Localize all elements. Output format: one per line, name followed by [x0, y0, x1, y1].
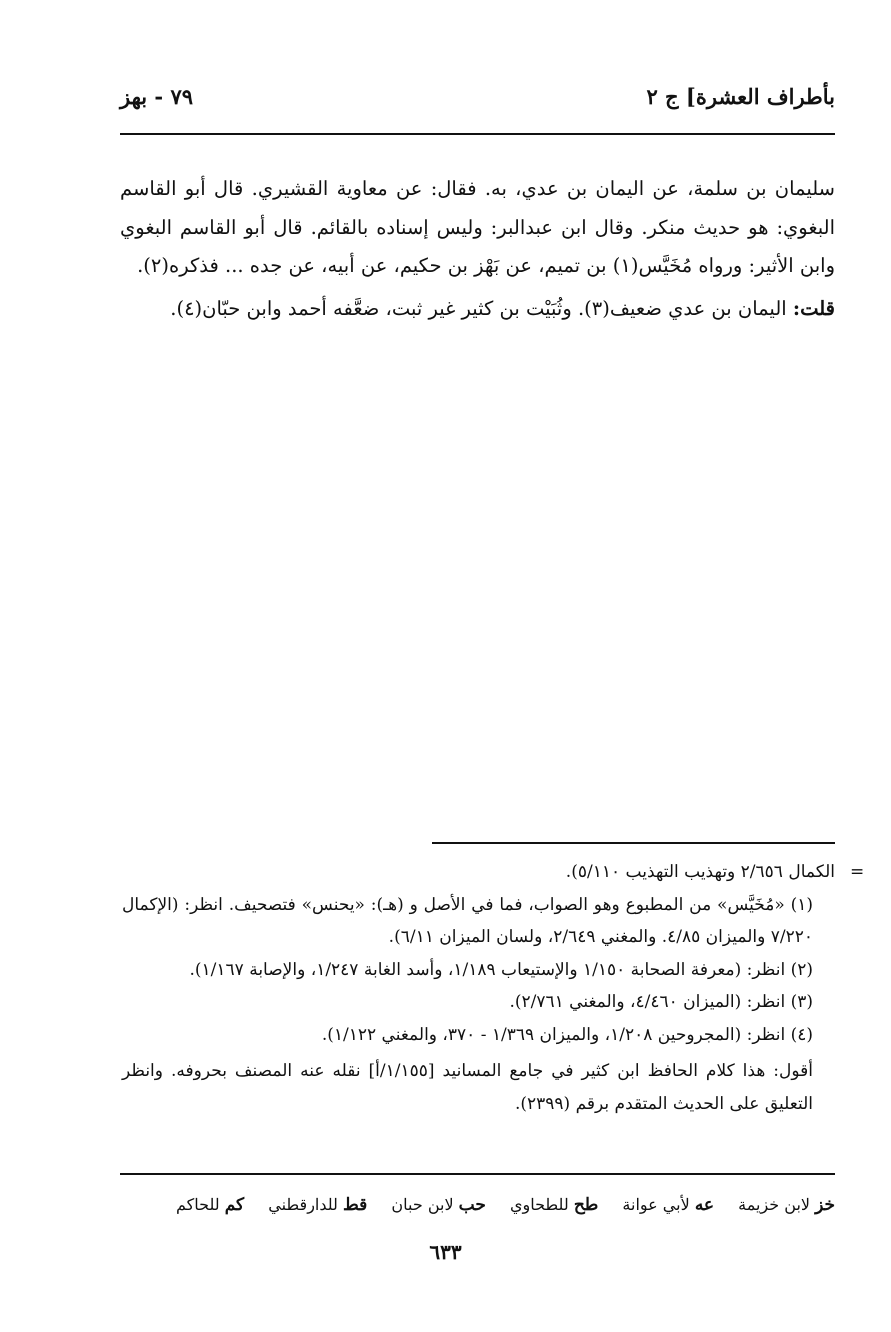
legend-item	[176, 1195, 244, 1214]
legend-label: للدارقطني	[268, 1195, 338, 1214]
header-title: بأطراف العشرة] ج ٢	[646, 84, 835, 109]
main-text	[120, 170, 835, 328]
legend-code: كم	[224, 1195, 245, 1215]
legend-label: للطحاوي	[509, 1195, 569, 1214]
continuation-mark: =	[850, 862, 865, 882]
legend-code: خز	[815, 1195, 835, 1215]
paragraph: سليمان بن سلمة، عن اليمان بن عدي، به. فقال: عن معاوية القشيري. قال أبو القاسم البغوي: هو حديث منكر. وقال ابن عبدالبر: وليس إسناده بالقائم. قال أبو القاسم البغوي وابن الأثير: ورواه مُخَيَّس(١) بن تميم، عن بَهْز بن حكيم، عن أبيه، عن جده ... فذكره(٢).	[120, 177, 835, 277]
legend-label: لابن خزيمة	[738, 1195, 811, 1214]
legend-item	[622, 1195, 714, 1214]
header-entry: ٧٩ - بهز	[120, 84, 194, 109]
running-header	[120, 84, 835, 124]
legend-rule	[120, 1173, 835, 1175]
legend-item	[738, 1195, 835, 1214]
paragraph-text: اليمان بن عدي ضعيف(٣). وثُبَيْت بن كثير غير ثبت، ضعَّفه أحمد وابن حبّان(٤).	[170, 296, 793, 320]
legend-code: عه	[694, 1195, 715, 1215]
header-rule	[120, 133, 835, 135]
legend-code: طح	[573, 1195, 599, 1215]
footnote-separator	[432, 842, 835, 844]
paragraph	[120, 290, 835, 329]
legend-code: قط	[343, 1195, 368, 1215]
legend-label: للحاكم	[176, 1195, 220, 1214]
paragraph-lead: قلت:	[792, 296, 835, 320]
footnote-2: (٢) انظر: (معرفة الصحابة ١/١٥٠ والإستيعاب ١/١٨٩، وأسد الغابة ١/٢٤٧، والإصابة ١/١٦٧).	[189, 959, 813, 980]
legend-item	[391, 1195, 485, 1214]
legend-item	[510, 1195, 598, 1214]
footnote-4: (٤) انظر: (المجروحين ١/٢٠٨، والميزان ١/٣٦٩ - ٣٧٠، والمغني ١/١٢٢).	[321, 1024, 813, 1045]
footnote-3: (٣) انظر: (الميزان ٤/٤٦٠، والمغني ٢/٧٦١).	[509, 992, 813, 1012]
legend-code: حب	[458, 1195, 486, 1215]
legend-label: لأبي عوانة	[622, 1195, 690, 1214]
editor-note: أقول: هذا كلام الحافظ ابن كثير في جامع المسانيد [١/١٥٥/أ] نقله عنه المصنف بحروفه. وانظر التعليق على الحديث المتقدم برقم (٢٣٩٩).	[122, 1061, 813, 1114]
abbreviation-legend	[120, 1190, 835, 1220]
legend-label: لابن حبان	[391, 1195, 454, 1214]
footnote-continuation: الكمال ٢/٦٥٦ وتهذيب التهذيب ٥/١١٠).	[565, 862, 835, 882]
page-number: ٦٣٣	[429, 1240, 462, 1264]
legend-item	[268, 1195, 367, 1214]
footnotes	[122, 856, 835, 1120]
footnote-1: (١) «مُخَيَّس» من المطبوع وهو الصواب، فما في الأصل و (هـ): «يحنس» فتصحيف. انظر: (الإكمال ٧/٢٢٠ والميزان ٤/٨٥. والمغني ٢/٦٤٩، ولسان الميزان ٦/١١).	[122, 894, 813, 947]
